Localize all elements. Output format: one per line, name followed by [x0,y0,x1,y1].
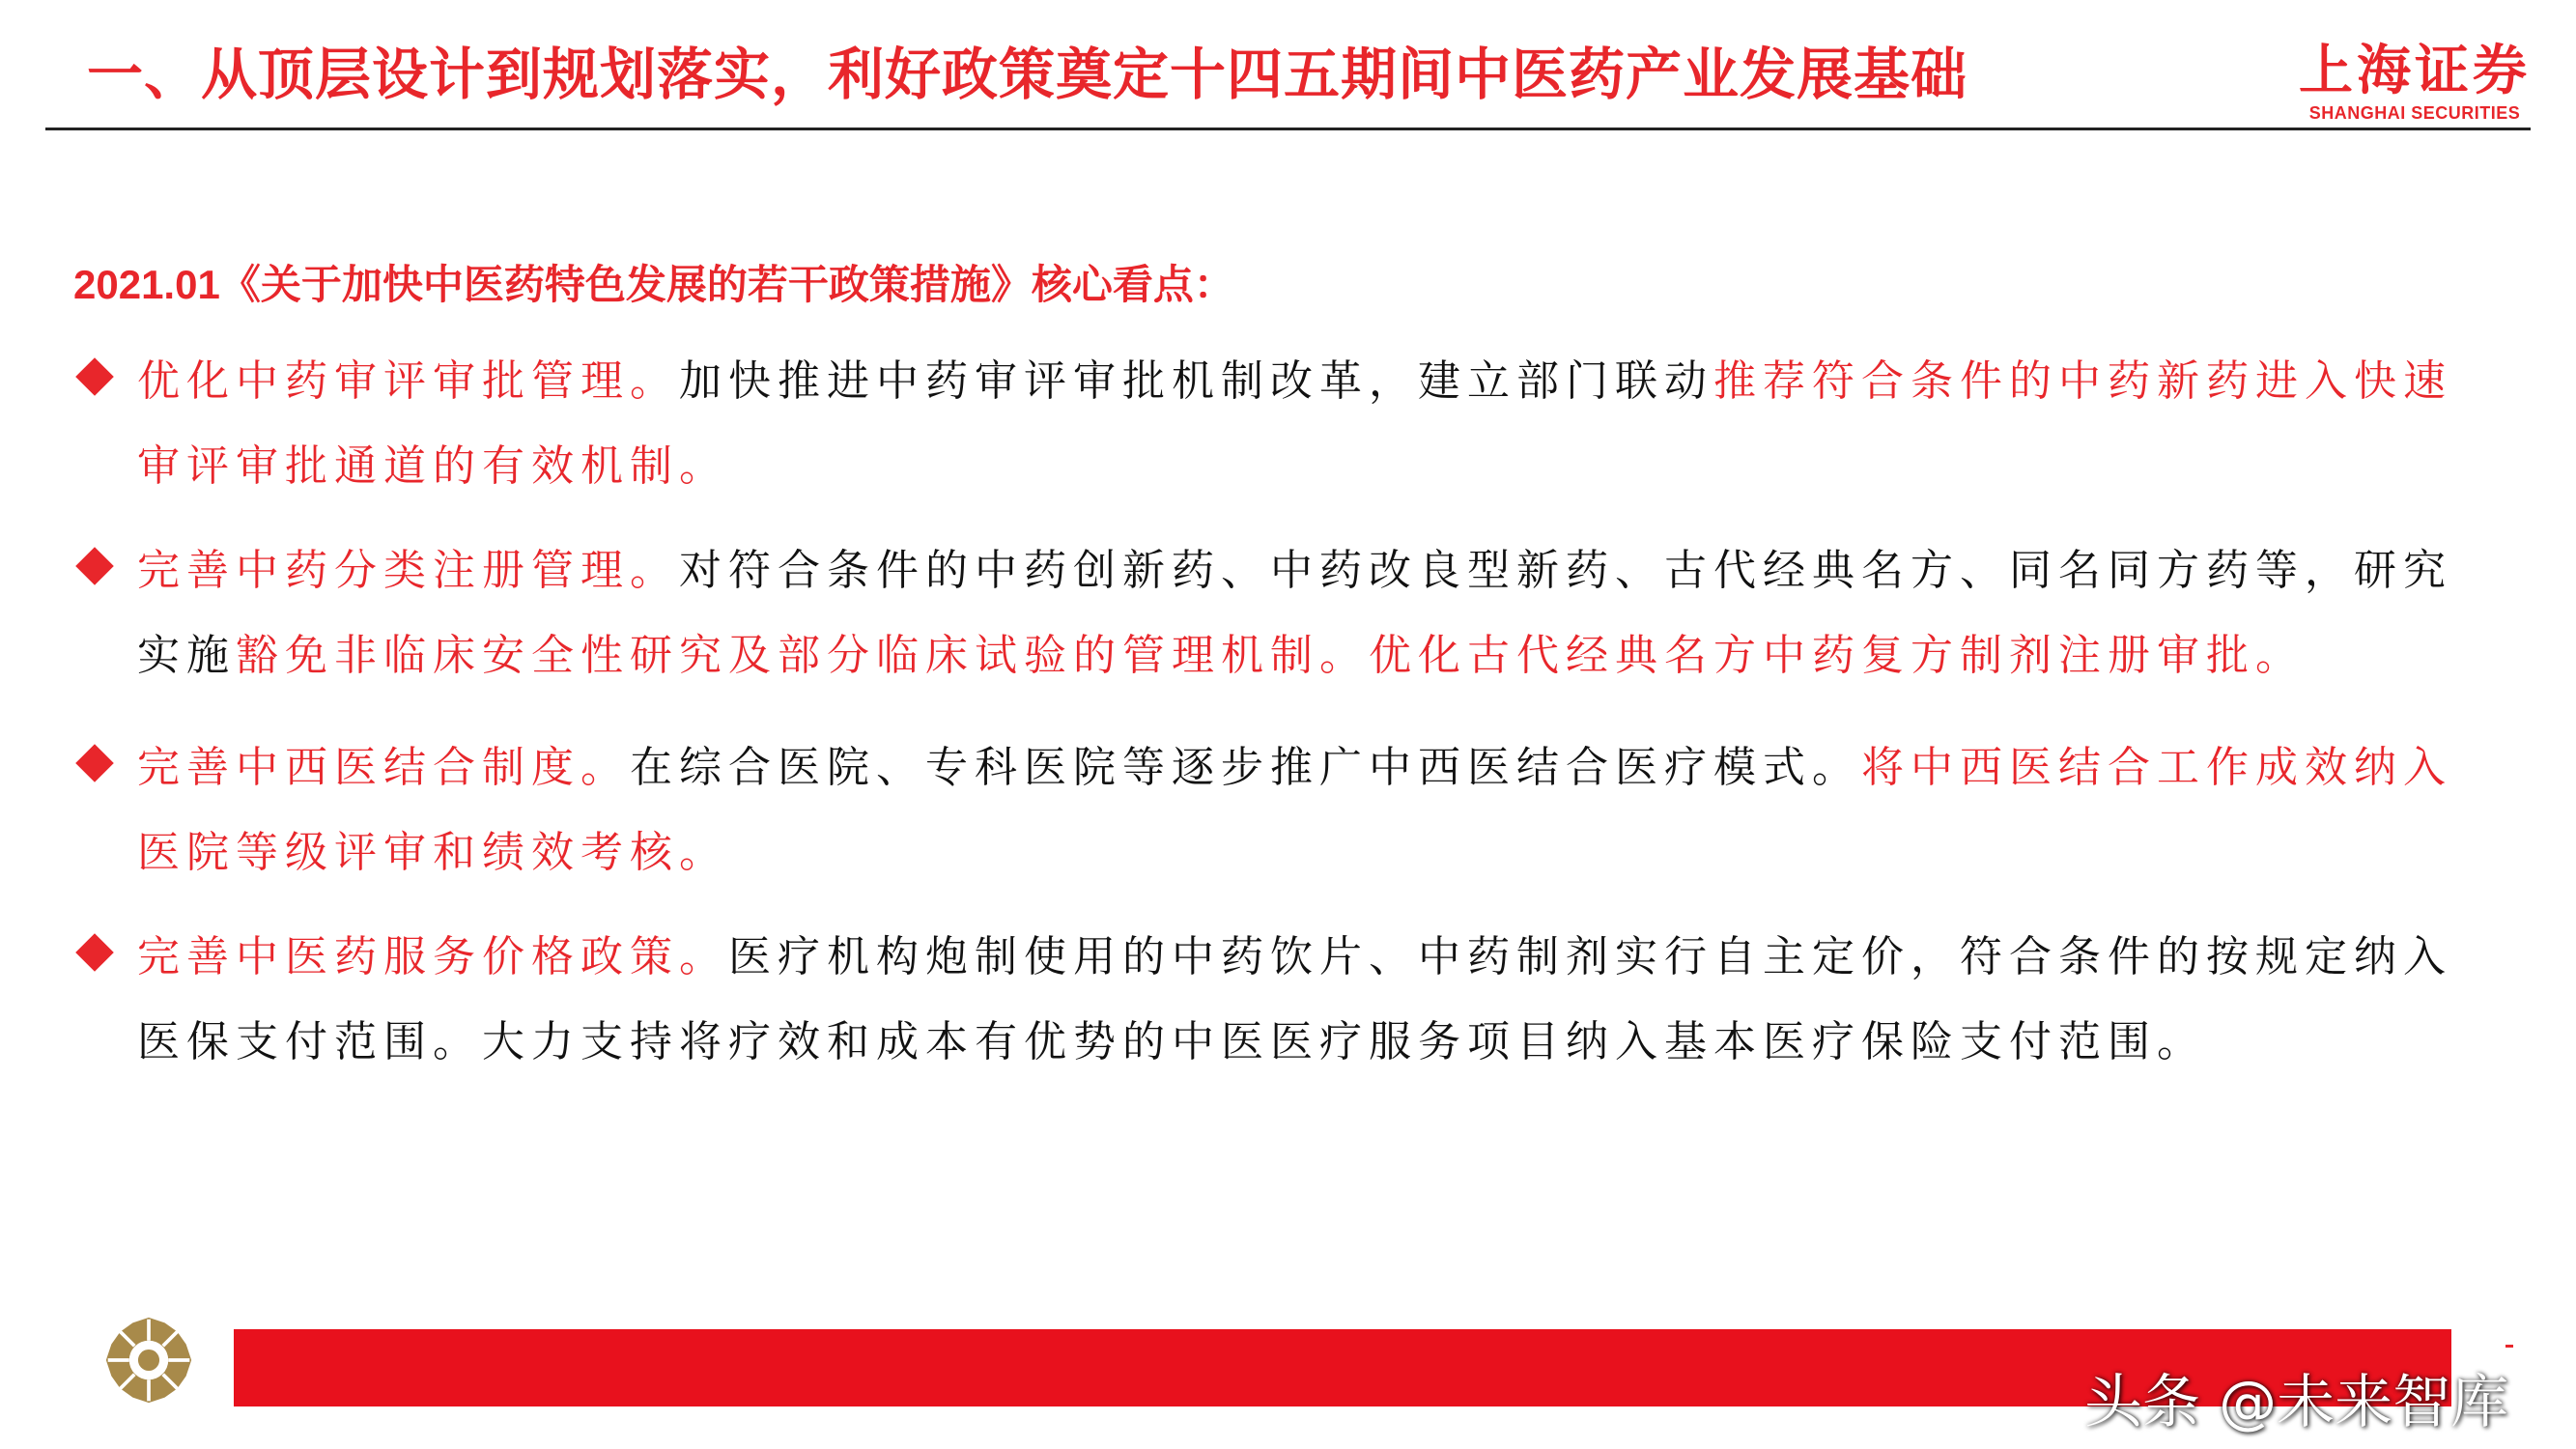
diamond-bullet-icon [75,547,114,585]
bullet-text: 实施 [137,631,236,680]
policy-title: 《关于加快中医药特色发展的若干政策措施》核心看点： [219,261,1234,308]
diamond-bullet-icon [75,933,114,972]
bullet-line-2 [137,431,728,493]
bullet-line-2 [137,817,728,879]
shanghai-securities-logo [2299,41,2531,124]
bullet-text: 医疗机构炮制使用的中药饮片、中药制剂实行自主定价，符合条件的按规定纳入 [728,932,2452,981]
bullet-highlight: 豁免非临床安全性研究及部分临床试验的管理机制。优化古代经典名方中药复方制剂注册审批。 [236,631,2305,680]
bullet-text: 对符合条件的中药创新药、中药改良型新药、古代经典名方、同名同方药等，研究 [679,546,2452,595]
logo-en-text: SHANGHAI SECURITIES [2308,103,2521,123]
bullet-highlight: 将中西医结合工作成效纳入 [1861,743,2452,792]
bullet-heading: 完善中西医结合制度。 [137,743,630,792]
bullet-text: 医保支付范围。大力支持将疗效和成本有优势的中医医疗服务项目纳入基本医疗保险支付范围。 [137,1017,2206,1066]
logo-cn-text: 上海证券 [2299,40,2531,102]
bullet-line-2 [137,1007,2206,1068]
diamond-bullet-icon [75,357,114,396]
footer-page-mark [2505,1345,2513,1348]
bullet-text: 在综合医院、专科医院等逐步推广中西医结合医疗模式。 [630,743,1861,792]
bullet-item [73,340,2488,514]
bullet-highlight: 推荐符合条件的中药新药进入快速 [1713,356,2452,406]
bullet-item [73,529,2488,703]
bullet-line-1 [137,922,2452,983]
header-divider [45,128,2531,130]
bullet-heading: 完善中医药服务价格政策。 [137,932,728,981]
policy-date: 2021.01 [73,262,220,307]
bullet-heading: 优化中药审评审批管理。 [137,356,679,406]
diamond-bullet-icon [75,744,114,782]
policy-intro [73,253,1234,311]
bullet-heading: 完善中药分类注册管理。 [137,546,679,595]
bullet-highlight: 审评审批通道的有效机制。 [137,441,728,491]
bullet-item [73,916,2488,1090]
bullet-item [73,726,2488,900]
page-title: 一、从顶层设计到规划落实，利好政策奠定十四五期间中医药产业发展基础 [87,42,1968,107]
bullet-line-1 [137,535,2452,597]
watermark-text: 头条 @未来智库 [2084,1369,2509,1436]
bullet-line-2 [137,620,2305,682]
bullet-line-1 [137,346,2452,408]
company-emblem-icon [104,1316,193,1405]
bullet-text: 加快推进中药审评审批机制改革，建立部门联动 [679,356,1713,406]
bullet-line-1 [137,732,2452,794]
bullet-highlight: 医院等级评审和绩效考核。 [137,828,728,877]
